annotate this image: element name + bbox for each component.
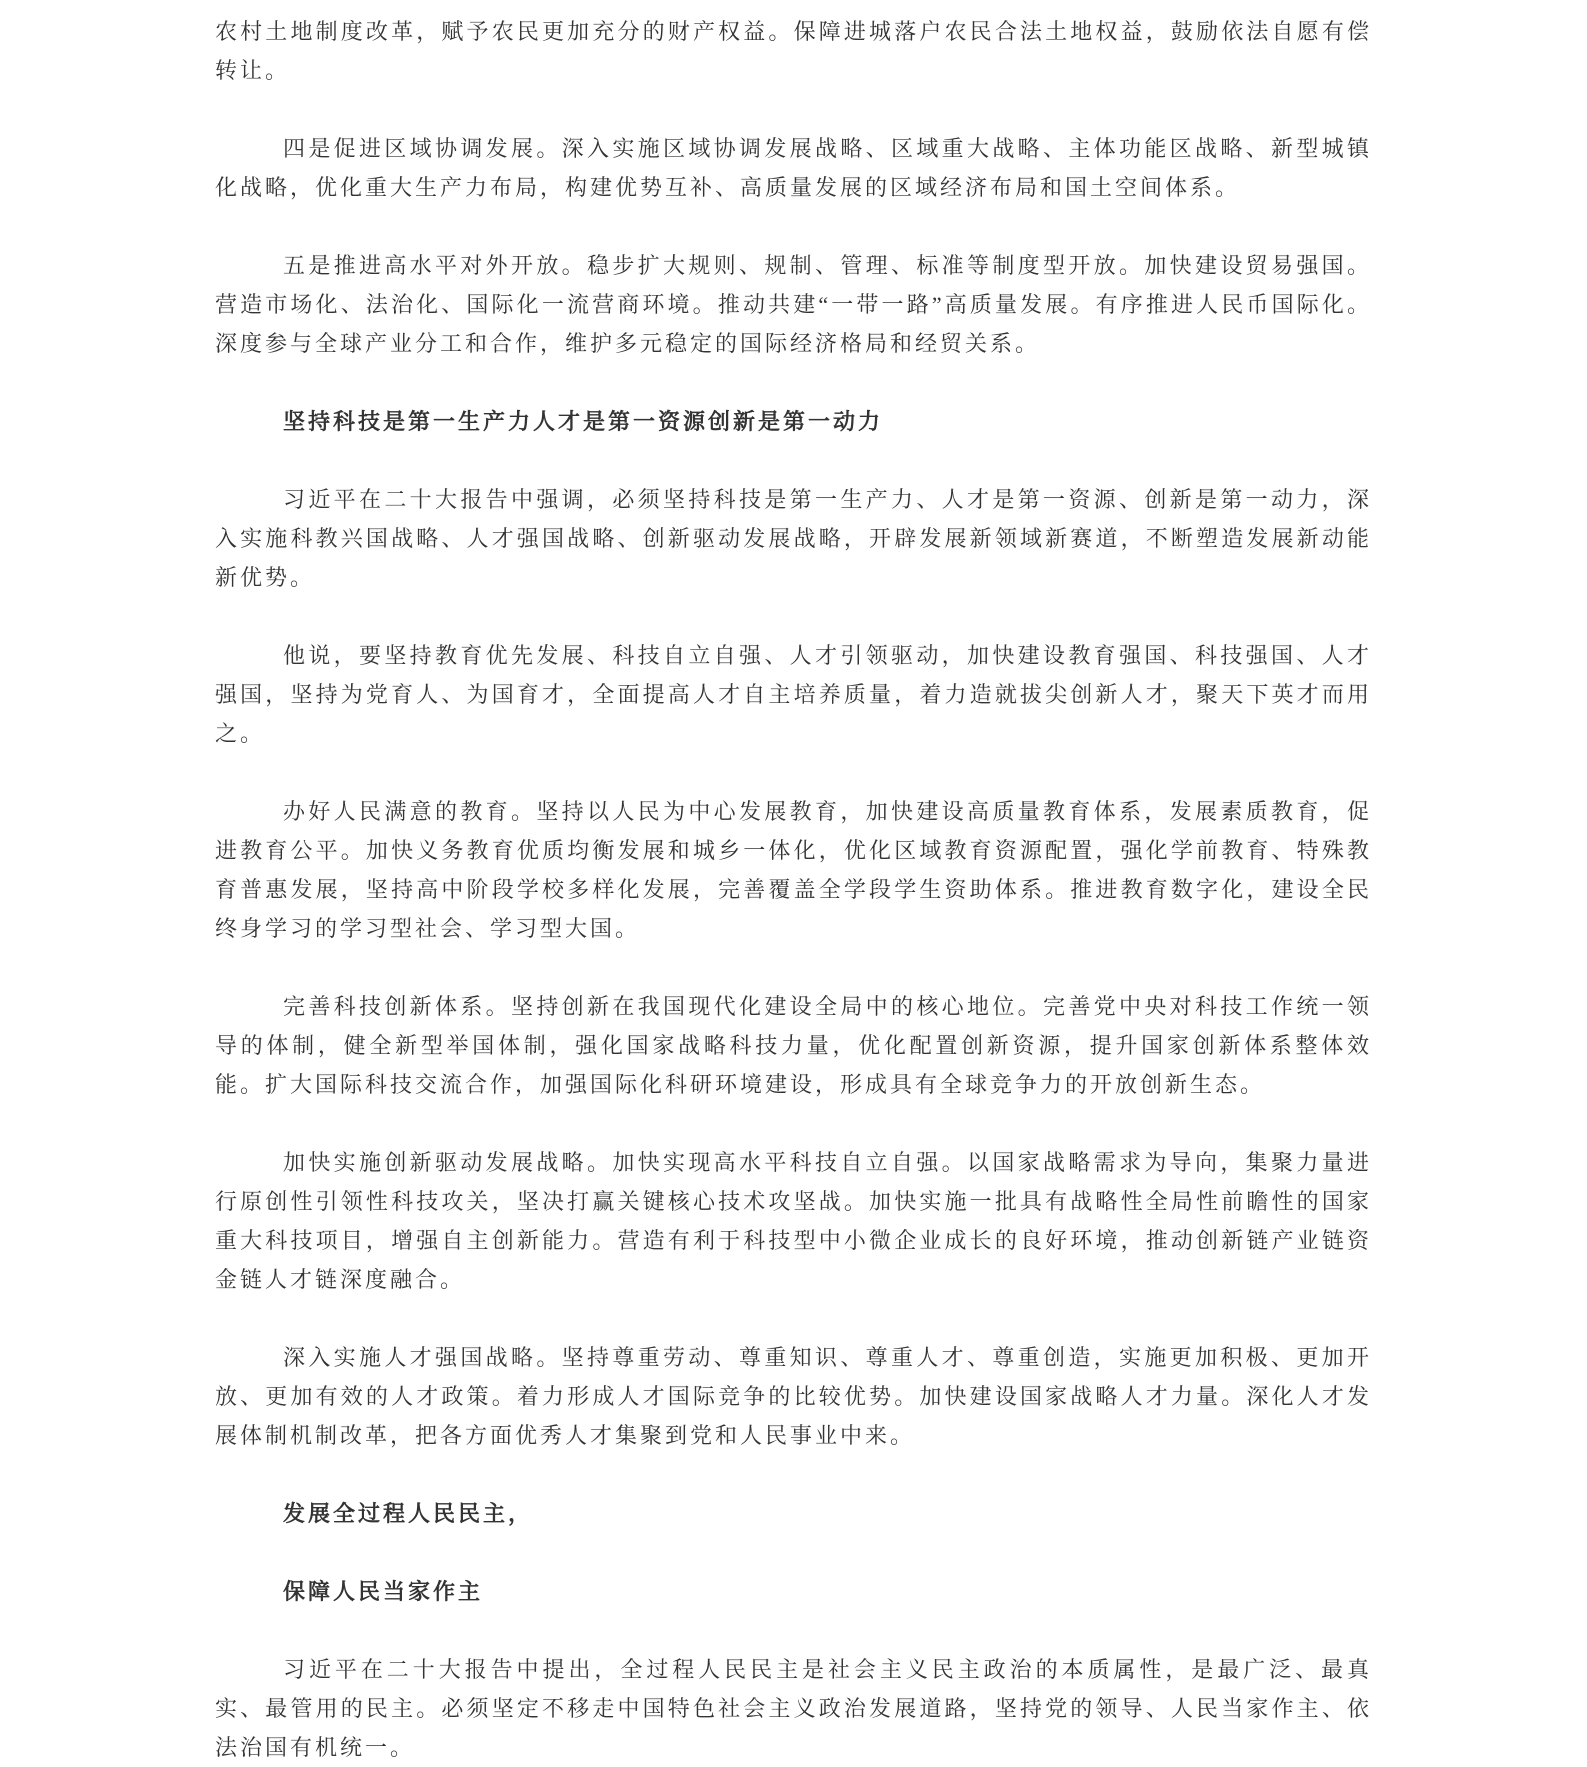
paragraph-innovation-system: 完善科技创新体系。坚持创新在我国现代化建设全局中的核心地位。完善党中央对科技工作统一领导的体制，健全新型举国体制，强化国家战略科技力量，优化配置创新资源，提升国家创新体系整体效能。扩大国际科技交流合作，加强国际化科研环境建设，形成具有全球竞争力的开放创新生态。	[215, 994, 1372, 1097]
paragraph-satisfying-education: 办好人民满意的教育。坚持以人民为中心发展教育，加快建设高质量教育体系，发展素质教育，促进教育公平。加快义务教育优质均衡发展和城乡一体化，优化区域教育资源配置，强化学前教育、特殊教育普惠发展，坚持高中阶段学校多样化发展，完善覆盖全学段学生资助体系。推进教育数字化，建设全民终身学习的学习型社会、学习型大国。	[215, 799, 1372, 941]
paragraph-opening-up: 五是推进高水平对外开放。稳步扩大规则、规制、管理、标准等制度型开放。加快建设贸易强国。营造市场化、法治化、国际化一流营商环境。推动共建“一带一路”高质量发展。有序推进人民币国际化。深度参与全球产业分工和合作，维护多元稳定的国际经济格局和经贸关系。	[215, 253, 1372, 356]
paragraph-education-priority: 他说，要坚持教育优先发展、科技自立自强、人才引领驱动，加快建设教育强国、科技强国、人才强国，坚持为党育人、为国育才，全面提高人才自主培养质量，着力造就拔尖创新人才，聚天下英才而用之。	[215, 643, 1372, 746]
section-heading-democracy-line1: 发展全过程人民民主，	[283, 1501, 534, 1526]
paragraph-report-emphasis: 习近平在二十大报告中强调，必须坚持科技是第一生产力、人才是第一资源、创新是第一动力，深入实施科教兴国战略、人才强国战略、创新驱动发展战略，开辟发展新领域新赛道，不断塑造发展新动能新优势。	[215, 487, 1372, 590]
paragraph-whole-process-democracy: 习近平在二十大报告中提出，全过程人民民主是社会主义民主政治的本质属性，是最广泛、最真实、最管用的民主。必须坚定不移走中国特色社会主义政治发展道路，坚持党的领导、人民当家作主、依法治国有机统一。	[215, 1657, 1372, 1760]
section-heading-democracy-line2: 保障人民当家作主	[283, 1579, 484, 1604]
paragraph-innovation-driven-strategy: 加快实施创新驱动发展战略。加快实现高水平科技自立自强。以国家战略需求为导向，集聚力量进行原创性引领性科技攻关，坚决打赢关键核心技术攻坚战。加快实施一批具有战略性全局性前瞻性的国家重大科技项目，增强自主创新能力。营造有利于科技型中小微企业成长的良好环境，推动创新链产业链资金链人才链深度融合。	[215, 1150, 1372, 1292]
document-page	[215, 0, 1372, 1767]
section-heading-science-technology: 坚持科技是第一生产力人才是第一资源创新是第一动力	[283, 409, 884, 434]
paragraph-regional-development: 四是促进区域协调发展。深入实施区域协调发展战略、区域重大战略、主体功能区战略、新型城镇化战略，优化重大生产力布局，构建优势互补、高质量发展的区域经济布局和国土空间体系。	[215, 136, 1372, 200]
paragraph-continuation: 农村土地制度改革，赋予农民更加充分的财产权益。保障进城落户农民合法土地权益，鼓励依法自愿有偿转让。	[215, 19, 1372, 83]
paragraph-talent-strategy: 深入实施人才强国战略。坚持尊重劳动、尊重知识、尊重人才、尊重创造，实施更加积极、更加开放、更加有效的人才政策。着力形成人才国际竞争的比较优势。加快建设国家战略人才力量。深化人才发展体制机制改革，把各方面优秀人才集聚到党和人民事业中来。	[215, 1345, 1372, 1448]
